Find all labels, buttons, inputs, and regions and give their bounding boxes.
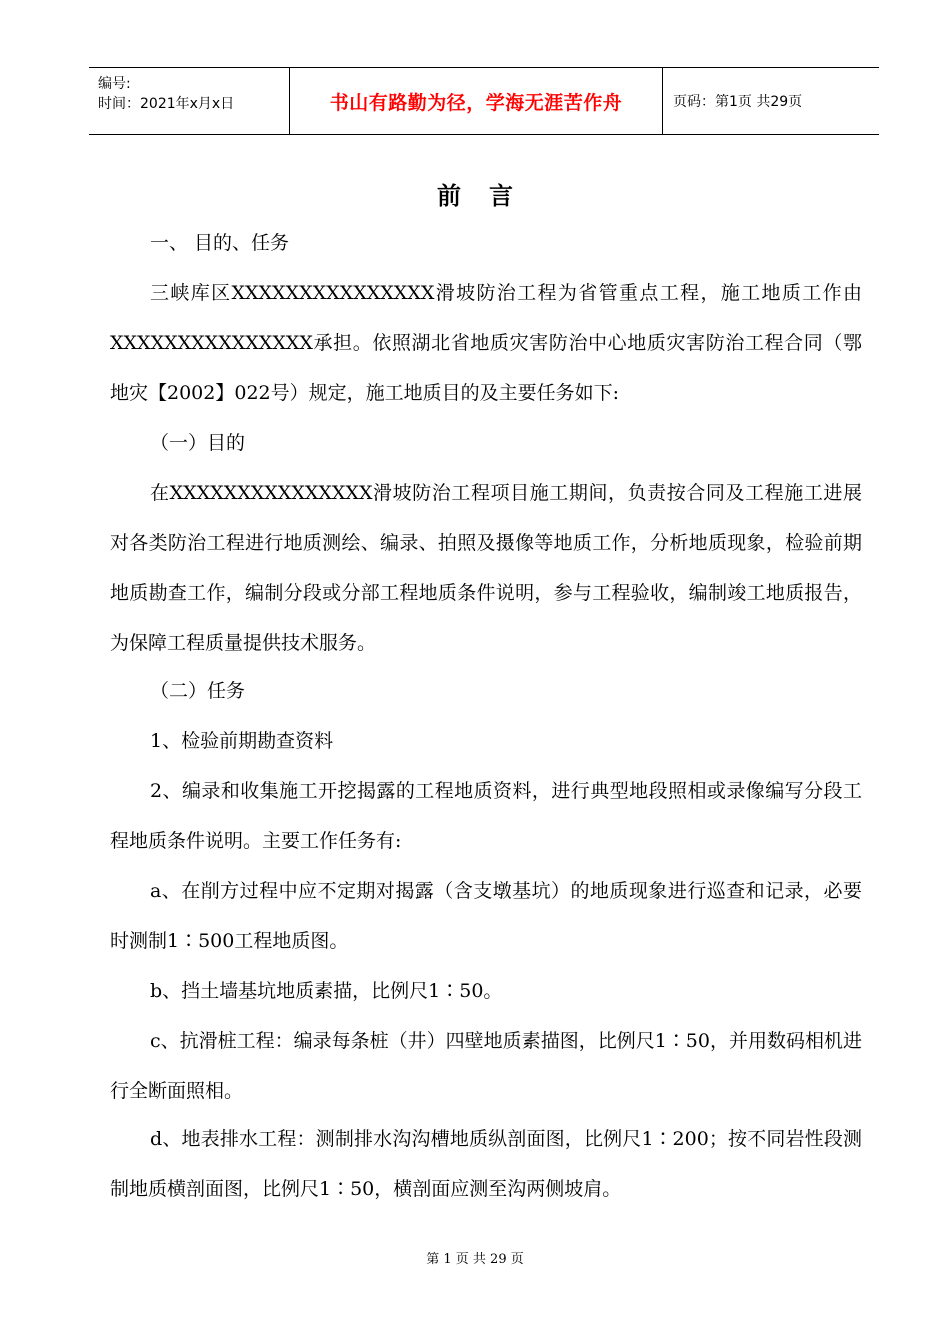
header-motto: 书山有路勤为径，学海无涯苦作舟	[329, 91, 623, 114]
body-paragraph: 在XXXXXXXXXXXXXXX滑坡防治工程项目施工期间，负责按合同及工程施工进展对各类防治工程进行地质测绘、编录、拍照及摄像等地质工作，分析地质现象，检验前期地质勘查工作，编制分段或分部工程地质条件说明，参与工程验收，编制竣工地质报告，为保障工程质量提供技术服务。	[110, 482, 862, 654]
body-paragraph: 三峡库区XXXXXXXXXXXXXXX滑坡防治工程为省管重点工程，施工地质工作由XXXXXXXXXXXXXXX承担。依照湖北省地质灾害防治中心地质灾害防治工程合同（鄂地灾【2002】022号）规定，施工地质目的及主要任务如下:	[110, 282, 862, 404]
document-time-label: 时间：2021年x月x日	[98, 96, 235, 112]
header-meta-cell	[89, 68, 290, 134]
list-item: b、挡土墙基坑地质素描，比例尺1∶50。	[150, 980, 503, 1002]
list-item: d、地表排水工程：测制排水沟沟槽地质纵剖面图，比例尺1∶200；按不同岩性段测制地质横剖面图，比例尺1∶50，横剖面应测至沟两侧坡肩。	[110, 1128, 862, 1200]
list-item: 1、检验前期勘查资料	[150, 730, 334, 752]
page-footer: 第 1 页 共 29 页	[426, 1252, 524, 1267]
document-number-label: 编号:	[98, 76, 131, 92]
section-heading: 一、 目的、任务	[150, 232, 290, 254]
subsection-heading: （一）目的	[150, 432, 246, 454]
header-table	[89, 67, 879, 135]
document-title: 前言	[437, 182, 541, 210]
header-page-info: 页码：第1页 共29页	[673, 94, 803, 110]
header-motto-cell	[290, 68, 663, 134]
list-item: 2、编录和收集施工开挖揭露的工程地质资料，进行典型地段照相或录像编写分段工程地质条件说明。主要工作任务有:	[110, 780, 862, 852]
list-item: c、抗滑桩工程：编录每条桩（井）四壁地质素描图，比例尺1∶50，并用数码相机进行全断面照相。	[110, 1030, 862, 1102]
list-item: a、在削方过程中应不定期对揭露（含支墩基坑）的地质现象进行巡查和记录，必要时测制1∶500工程地质图。	[110, 880, 862, 952]
subsection-heading: （二）任务	[150, 680, 246, 702]
header-page-cell	[663, 68, 879, 134]
